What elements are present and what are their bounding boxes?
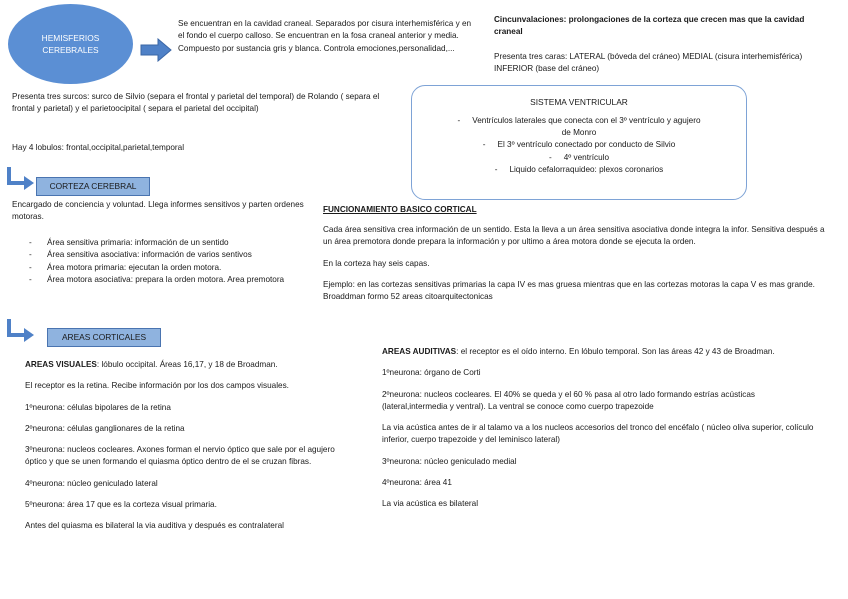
list-item: - Área sensitiva primaria: información de un sentido <box>29 238 229 247</box>
circunvalaciones-heading: Cincunvalaciones: prolongaciones de la corteza que crecen mas que la cavidad craneal <box>494 15 805 37</box>
right-arrow-icon <box>140 38 172 62</box>
visuales-line: 1ºneurona: células bipolares de la retina <box>25 402 171 412</box>
auditivas-line: La via acústica es bilateral <box>382 499 479 509</box>
elbow-arrow-icon <box>6 318 36 342</box>
funcionamiento-p3: Ejemplo: en las cortezas sensitivas primarias la capa IV es mas gruesa mientras que en las cortezas motoras la capa V es mas grande. Broaddman formo 52 areas citoarquitectonicas <box>323 279 815 302</box>
surcos-text: Presenta tres surcos: surco de Silvio (separa el frontal y parietal del temporal) de Rolando ( separa el frontal y parietal) y el parietoocipital ( separa el parietal del occipital) <box>12 92 380 114</box>
auditivas-intro: AREAS AUDITIVAS: el receptor es el oído interno. En lóbulo temporal. Son las áreas 42 y 43 de Broadman. <box>382 347 775 356</box>
auditivas-line: 3ºneurona: núcleo geniculado medial <box>382 456 517 466</box>
visuales-line: 5ºneurona: área 17 que es la corteza visual primaria. <box>25 500 217 510</box>
auditivas-line: 2ºneurona: nucleos cocleares. El 40% se queda y el 60 % pasa al otro lado formando estrías acústicas (lateral,intermedia y ventral). La ventral se conoce como cuerpo trapezoide <box>382 389 756 411</box>
corteza-intro: Encargado de conciencia y voluntad. Llega informes sensitivos y parten ordenes motoras. <box>12 200 304 222</box>
corteza-areas-list <box>12 237 308 286</box>
list-item: - Área motora asociativa: prepara la orden motora. Area premotora <box>29 274 285 284</box>
auditivas-line: 4ºneurona: área 41 <box>382 478 452 488</box>
elbow-arrow-icon <box>6 166 36 190</box>
visuales-line: 2ºneurona: células ganglionares de la retina <box>25 423 185 433</box>
auditivas-line: La via acústica antes de ir al talamo va a los nucleos accesorios del tronco del encéfalo ( núcleo oliva superior, colículo inferior, cuerpo trapezoide y del leminisco lateral) <box>382 423 814 445</box>
list-item: - El 3º ventrículo conectado por conducto de Silvio <box>482 140 676 150</box>
list-item: - Área sensitiva asociativa: información de varios sentivos <box>29 250 252 260</box>
lobulos-text: Hay 4 lobulos: frontal,occipital,parietal,temporal <box>12 143 185 152</box>
sistema-ventricular-box <box>411 85 747 200</box>
hemisferios-ellipse <box>8 4 133 84</box>
areas-auditivas <box>382 346 814 520</box>
list-item: - 4º ventrículo <box>548 152 610 162</box>
visuales-line: El receptor es la retina. Recibe información por los dos campos visuales. <box>25 381 289 391</box>
list-item: - Liquido cefalorraquideo: plexos coronarios <box>494 164 664 174</box>
visuales-intro: AREAS VISUALES: lóbulo occipital. Áreas 16,17, y 18 de Broadman. <box>25 360 278 369</box>
funcionamiento-p2: En la corteza hay seis capas. <box>323 258 430 268</box>
circunvalaciones-caras: Presenta tres caras: LATERAL (bóveda del cráneo) MEDIAL (cisura interhemisférica) INFERIOR (base del cráneo) <box>494 52 803 74</box>
areas-visuales <box>25 359 351 542</box>
funcionamiento-heading: FUNCIONAMIENTO BASICO CORTICAL <box>323 205 477 214</box>
list-item: - Área motora primaria: ejecutan la orden motora. <box>29 262 222 272</box>
visuales-line: Antes del quiasma es bilateral la via auditiva y después es contralateral <box>25 521 284 531</box>
sistema-ventricular-list <box>412 115 746 176</box>
corteza-cerebral-label: CORTEZA CEREBRAL <box>36 177 150 196</box>
areas-corticales-label: AREAS CORTICALES <box>47 328 161 347</box>
visuales-line: 3ºneurona: nucleos cocleares. Axones forman el nervio óptico que sale por el agujero óptico y que se unen formando el quiasma óptico dentro de el se cruzan fibras. <box>25 445 335 467</box>
list-item: - Ventrículos laterales que conecta con el 3º ventrículo y agujero de Monro <box>457 115 701 137</box>
hemisferios-title: HEMISFERIOS CEREBRALES <box>41 32 100 55</box>
hemisferios-description: Se encuentran en la cavidad craneal. Separados por cisura interhemisférica y en el fondo el cuerpo calloso. Se encuentran en la fosa craneal anterior y media. Compuesto por sustancia gris y blanca. Controla emociones,personalidad,... <box>178 19 472 53</box>
funcionamiento-p1: Cada área sensitiva crea información de un sentido. Esta la lleva a un área sensitiva asociativa donde integra la infor. Sensitiva después a un área premotora donde prepara la información y por ultimo a área motora donde se ejecuta la orden. <box>323 225 825 247</box>
funcionamiento-body <box>323 224 831 312</box>
visuales-line: 4ºneurona: núcleo geniculado lateral <box>25 478 158 488</box>
auditivas-line: 1ºneurona: órgano de Corti <box>382 368 481 378</box>
sistema-ventricular-title: SISTEMA VENTRICULAR <box>530 97 628 107</box>
